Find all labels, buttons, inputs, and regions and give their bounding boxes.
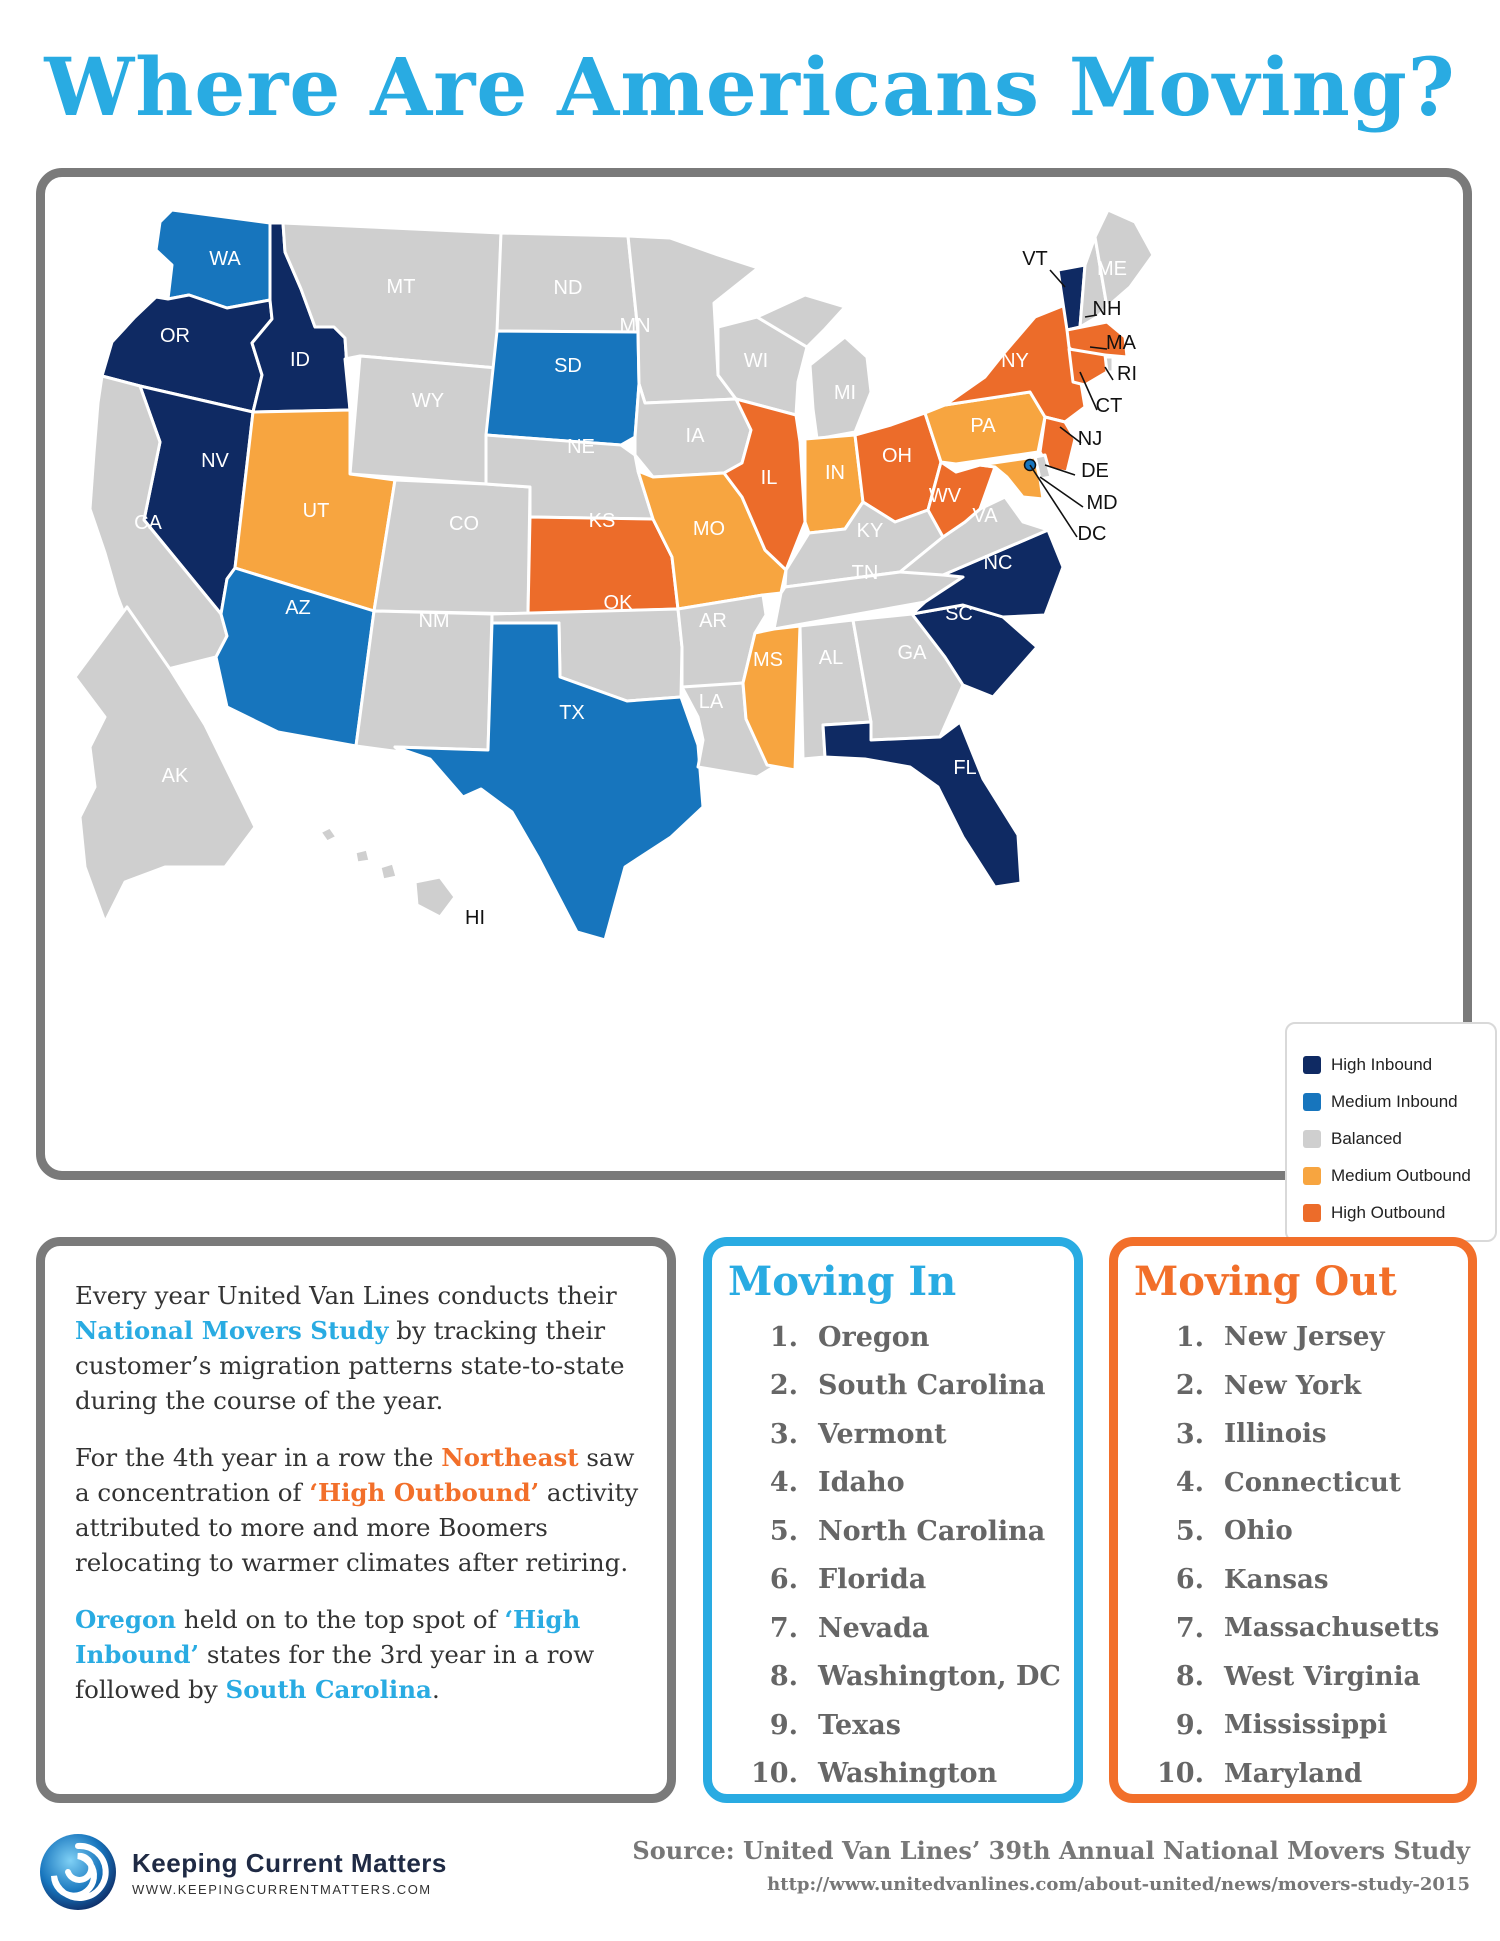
state-label-ak: AK [161, 765, 189, 787]
moving-in-list-item [728, 1410, 1074, 1459]
moving-out-title: Moving Out [1134, 1258, 1397, 1305]
state-label-me: ME [1097, 258, 1127, 280]
legend-item-high-inbound [1303, 1046, 1495, 1083]
brand-logo [38, 1820, 498, 1920]
rank-state-name: Kansas [1224, 1564, 1329, 1595]
state-label-ia: IA [685, 425, 705, 447]
moving-out-list-item [1134, 1313, 1468, 1362]
state-label-mi: MI [833, 382, 857, 404]
highlight-oregon: Oregon [75, 1605, 177, 1634]
rank-state-name: Oregon [818, 1321, 930, 1353]
rank-state-name: Nevada [818, 1612, 930, 1644]
info-panel [36, 1237, 676, 1803]
legend-label: Medium Outbound [1331, 1165, 1471, 1185]
state-label-mt: MT [386, 276, 416, 298]
state-label-az: AZ [285, 597, 311, 619]
state-label-de: DE [1081, 460, 1109, 482]
legend-item-medium-inbound [1303, 1083, 1495, 1120]
state-label-la: LA [698, 691, 724, 713]
moving-out-list-item [1134, 1701, 1468, 1750]
rank-number: 4. [769, 1467, 798, 1499]
source-text: Source: United Van Lines’ 39th Annual National Movers Study [632, 1836, 1470, 1865]
rank-number: 2. [1175, 1370, 1204, 1402]
state-label-ma: MA [1106, 332, 1136, 354]
state-label-vt: VT [1022, 248, 1048, 270]
legend-label: High Outbound [1331, 1202, 1446, 1222]
rank-state-name: New Jersey [1224, 1322, 1385, 1353]
us-map [45, 177, 1463, 1171]
rank-state-name: Washington, DC [818, 1661, 1061, 1693]
map-legend [1285, 1022, 1497, 1242]
legend-label: Medium Inbound [1331, 1091, 1458, 1111]
moving-out-list-item [1134, 1653, 1468, 1702]
info-paragraph-2: For the 4th year in a row the Northeast saw a concentration of ‘High Outbound’ activity attributed to more and more Boomers relocating to warmer climates after retiring. [75, 1443, 639, 1577]
rank-state-name: South Carolina [818, 1370, 1046, 1402]
rank-state-name: Illinois [1224, 1419, 1327, 1450]
rank-state-name: West Virginia [1224, 1661, 1421, 1692]
legend-swatch [1303, 1204, 1321, 1222]
moving-out-list-item [1134, 1410, 1468, 1459]
state-label-ms: MS [753, 649, 783, 671]
state-label-mn: MN [619, 315, 651, 337]
rank-state-name: Washington [818, 1758, 998, 1790]
state-label-or: OR [160, 325, 190, 347]
state-label-tn: TN [851, 562, 879, 584]
state-label-ky: KY [856, 520, 884, 542]
rank-number: 6. [1175, 1564, 1204, 1596]
moving-in-list-item [728, 1604, 1074, 1653]
moving-out-panel [1109, 1237, 1477, 1803]
rank-state-name: North Carolina [818, 1515, 1046, 1547]
state-ct [1069, 349, 1107, 385]
rank-number: 10. [751, 1758, 798, 1790]
state-label-in: IN [825, 462, 845, 484]
state-nm [356, 611, 492, 752]
moving-out-list-item [1134, 1750, 1468, 1799]
legend-swatch [1303, 1056, 1321, 1074]
source-url[interactable]: http://www.unitedvanlines.com/about-united/news/movers-study-2015 [767, 1874, 1470, 1895]
state-hi [320, 827, 455, 917]
rank-number: 7. [769, 1612, 798, 1644]
state-wy [350, 356, 497, 484]
highlight-high-inbound: ‘High Inbound’ [75, 1605, 581, 1669]
rank-number: 3. [769, 1418, 798, 1450]
rank-number: 9. [769, 1709, 798, 1741]
state-label-wi: WI [743, 350, 769, 372]
state-label-ok: OK [603, 592, 633, 614]
legend-swatch [1303, 1093, 1321, 1111]
highlight-northeast: Northeast [441, 1443, 579, 1472]
moving-in-list-item [728, 1653, 1074, 1702]
legend-label: High Inbound [1331, 1054, 1433, 1074]
state-label-nc: NC [983, 552, 1013, 574]
rank-number: 7. [1175, 1612, 1204, 1644]
rank-state-name: Massachusetts [1224, 1613, 1440, 1644]
state-label-ks: KS [588, 510, 616, 532]
legend-item-medium-outbound [1303, 1157, 1495, 1194]
state-label-pa: PA [970, 415, 996, 437]
logo-url: WWW.KEEPINGCURRENTMATTERS.COM [132, 1882, 432, 1897]
state-co [374, 480, 530, 614]
state-label-va: VA [972, 505, 998, 527]
highlight-south-carolina: South Carolina [225, 1675, 432, 1704]
state-label-nh: NH [1092, 298, 1122, 320]
moving-in-list-item [728, 1313, 1074, 1362]
rank-number: 8. [769, 1661, 798, 1693]
state-label-ct: CT [1095, 395, 1123, 417]
rank-number: 2. [769, 1370, 798, 1402]
info-paragraph-3: Oregon held on to the top spot of ‘High Inbound’ states for the 3rd year in a row followed by South Carolina. [75, 1605, 595, 1704]
state-label-ar: AR [699, 610, 727, 632]
state-label-nm: NM [418, 610, 450, 632]
moving-in-list-item [728, 1750, 1074, 1799]
state-label-oh: OH [882, 445, 912, 467]
moving-in-list-item [728, 1556, 1074, 1605]
moving-out-list-item [1134, 1507, 1468, 1556]
state-label-md: MD [1086, 492, 1118, 514]
rank-number: 4. [1175, 1467, 1204, 1499]
highlight-high-outbound: ‘High Outbound’ [309, 1478, 540, 1507]
rank-state-name: Florida [818, 1564, 927, 1596]
state-label-ca: CA [134, 512, 162, 534]
state-label-wa: WA [209, 248, 241, 270]
state-label-nv: NV [201, 450, 229, 472]
state-label-ut: UT [302, 500, 330, 522]
rank-state-name: Idaho [818, 1467, 905, 1499]
state-label-wy: WY [411, 390, 445, 412]
page-title: Where Are Americans Moving? [44, 40, 1456, 134]
rank-number: 3. [1175, 1418, 1204, 1450]
logo-name: Keeping Current Matters [132, 1848, 447, 1878]
moving-out-list [1134, 1313, 1468, 1798]
state-fl [823, 722, 1021, 887]
rank-number: 5. [1175, 1515, 1204, 1547]
rank-number: 5. [769, 1515, 798, 1547]
state-label-ri: RI [1117, 363, 1137, 385]
rank-number: 9. [1175, 1709, 1204, 1741]
state-label-mo: MO [692, 518, 726, 540]
rank-state-name: New York [1224, 1370, 1362, 1401]
moving-out-list-item [1134, 1459, 1468, 1508]
legend-item-balanced [1303, 1120, 1495, 1157]
moving-in-panel [703, 1237, 1083, 1803]
rank-state-name: Vermont [818, 1418, 947, 1450]
state-label-il: IL [760, 467, 778, 489]
moving-out-list-item [1134, 1362, 1468, 1411]
legend-item-high-outbound [1303, 1194, 1495, 1231]
state-label-tx: TX [559, 702, 585, 724]
rank-number: 8. [1175, 1661, 1204, 1693]
state-label-hi: HI [465, 907, 485, 929]
highlight-national-movers-study: National Movers Study [75, 1316, 389, 1345]
state-label-al: AL [818, 647, 844, 669]
legend-swatch [1303, 1167, 1321, 1185]
state-label-id: ID [290, 349, 310, 371]
moving-out-list-item [1134, 1556, 1468, 1605]
swirl-logo-icon [38, 1832, 118, 1912]
moving-out-list-item [1134, 1604, 1468, 1653]
rank-state-name: Maryland [1224, 1758, 1363, 1789]
state-label-sd: SD [554, 355, 582, 377]
rank-number: 1. [769, 1321, 798, 1353]
legend-label: Balanced [1331, 1128, 1402, 1148]
state-sd [486, 331, 639, 445]
state-label-ga: GA [897, 642, 927, 664]
moving-in-list-item [728, 1701, 1074, 1750]
info-paragraph-1: Every year United Van Lines conducts their National Movers Study by tracking their customer’s migration patterns state-to-state during the course of the year. [75, 1281, 625, 1415]
moving-in-list-item [728, 1507, 1074, 1556]
state-label-nj: NJ [1077, 428, 1103, 450]
state-label-co: CO [449, 513, 479, 535]
moving-in-title: Moving In [728, 1258, 957, 1305]
leader-line-md [1040, 477, 1083, 507]
map-frame [36, 168, 1472, 1222]
rank-number: 6. [769, 1564, 798, 1596]
state-label-nd: ND [553, 277, 583, 299]
state-label-dc: DC [1077, 523, 1107, 545]
moving-in-list-item [728, 1459, 1074, 1508]
moving-in-list [728, 1313, 1074, 1798]
state-label-ne: NE [567, 436, 595, 458]
legend-swatch [1303, 1130, 1321, 1148]
rank-number: 10. [1157, 1758, 1204, 1790]
rank-number: 1. [1175, 1321, 1204, 1353]
rank-state-name: Texas [818, 1709, 901, 1741]
state-label-sc: SC [945, 603, 973, 625]
rank-state-name: Mississippi [1224, 1710, 1388, 1741]
moving-in-list-item [728, 1362, 1074, 1411]
state-label-wv: WV [928, 485, 962, 507]
rank-state-name: Ohio [1224, 1516, 1293, 1547]
rank-state-name: Connecticut [1224, 1467, 1401, 1498]
state-label-fl: FL [953, 757, 977, 779]
state-label-ny: NY [1001, 350, 1029, 372]
